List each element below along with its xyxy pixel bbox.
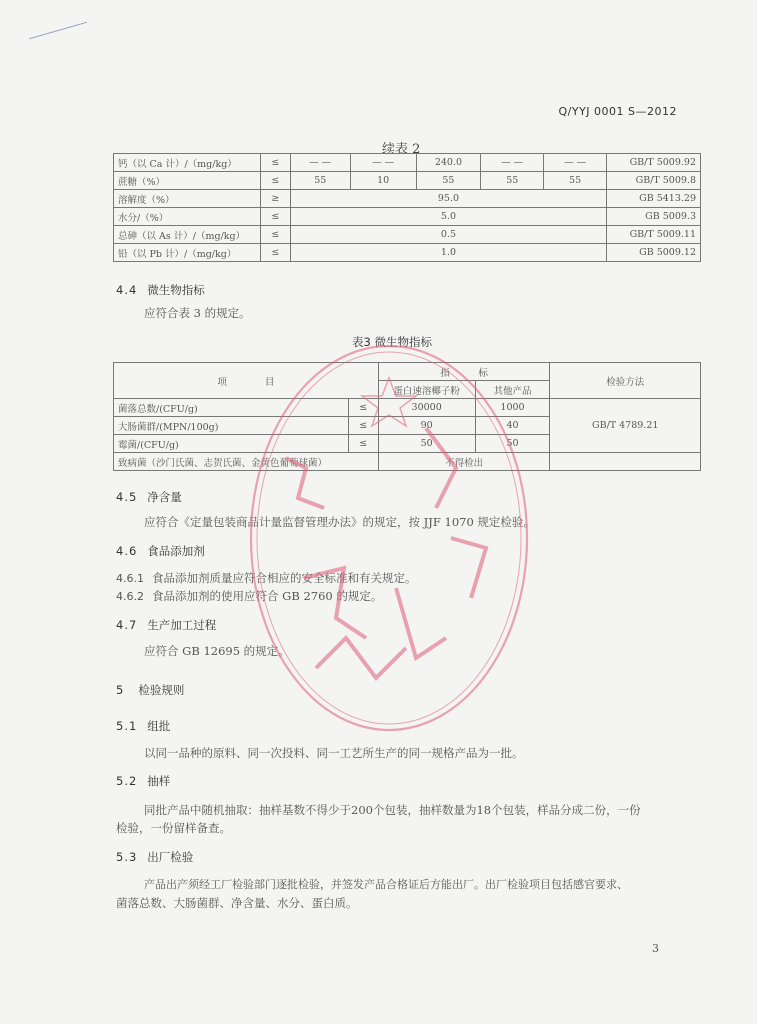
table-row [114,244,701,262]
section-number: 4.6.1 [116,572,144,585]
section-4-6-2-text: 食品添加剂的使用应符合 GB 2760 的规定。 [152,589,383,603]
section-title: 组批 [147,719,171,733]
table-cell: — — [290,154,350,172]
table-cell: 10 [350,172,416,190]
table-cell: 30000 [378,399,475,417]
section-number: 4.7 [116,618,138,632]
section-4-7-heading [116,617,216,633]
table-row [114,190,701,208]
table-cell: ≤ [260,172,290,190]
table-cell: 蔗糖（%） [114,172,261,190]
section-5-2-body-line2: 检验，一份留样备查。 [116,821,231,835]
page-number: 3 [652,942,659,955]
section-4-5-body: 应符合《定量包装商品计量监督管理办法》的规定，按 JJF 1070 规定检验。 [144,515,535,529]
table-cell: GB/T 5009.11 [607,226,701,244]
section-4-6-heading [116,543,205,559]
table-row [114,226,701,244]
section-number: 4.6 [116,544,138,558]
table-cell: 55 [544,172,607,190]
table-cell: ≤ [260,154,290,172]
section-5-3-body-line1: 产品出产须经工厂检验部门逐批检验，并签发产品合格证后方能出厂。出厂检验项目包括感官要求、 [144,878,628,891]
table-cell: 240.0 [416,154,481,172]
table-cell: 水分/（%） [114,208,261,226]
section-title: 抽样 [147,774,171,788]
table-cell: 50 [378,435,475,453]
table-cell: ≤ [348,417,378,435]
table-cell: 55 [481,172,544,190]
table2 [113,153,701,262]
table-cell: GB 5009.3 [607,208,701,226]
table-cell: 50 [475,435,550,453]
table-row [114,453,701,471]
section-title: 食品添加剂 [147,544,205,558]
table-cell: — — [544,154,607,172]
section-5-3-body-line2: 菌落总数、大肠菌群、净含量、水分、蛋白质。 [116,896,358,910]
table-cell [550,453,701,471]
table-cell: 总砷（以 As 计）/（mg/kg） [114,226,261,244]
section-4-4-heading [116,282,205,298]
table-cell: GB 5413.29 [607,190,701,208]
table3-head-index: 指 标 [378,363,550,381]
table3-title: 表3 微生物指标 [352,335,432,349]
section-title: 出厂检验 [147,850,194,864]
table-cell: 1000 [475,399,550,417]
table-cell: ≤ [260,208,290,226]
section-number: 4.4 [116,283,138,297]
table-cell: 溶解度（%） [114,190,261,208]
table-row [114,399,701,417]
table-cell: 5.0 [290,208,606,226]
section-number: 5.1 [116,719,138,733]
section-4-7-body: 应符合 GB 12695 的规定。 [144,644,290,658]
table-cell: GB/T 5009.92 [607,154,701,172]
table3-method: GB/T 4789.21 [550,399,701,453]
section-5-2-body-line1: 同批产品中随机抽取：抽样基数不得少于200个包装，抽样数量为18个包装，样品分成二份，一份 [144,803,641,817]
table3-head-method: 检验方法 [550,363,701,399]
section-5-1-heading [116,718,170,734]
table-cell: 95.0 [290,190,606,208]
scan-mark [29,22,87,39]
table-cell: GB 5009.12 [607,244,701,262]
table-cell: 不得检出 [378,453,550,471]
section-number: 5 [116,683,125,697]
table-cell: — — [350,154,416,172]
table-cell: — — [481,154,544,172]
table-row [114,154,701,172]
table-cell: 铅（以 Pb 计）/（mg/kg） [114,244,261,262]
table-cell: ≤ [348,435,378,453]
standard-code: Q/YYJ 0001 S—2012 [558,105,677,118]
section-title: 生产加工过程 [147,618,217,632]
section-title: 微生物指标 [147,283,205,297]
section-number: 4.5 [116,490,138,504]
section-4-5-heading [116,489,182,505]
table3-head-col2: 其他产品 [475,381,550,399]
table2-title: 续表 2 [382,142,421,157]
table3-head-col1: 蛋白速溶椰子粉 [378,381,475,399]
table-cell: ≤ [260,226,290,244]
table3 [113,362,701,471]
table-cell: 55 [416,172,481,190]
table3-head-item: 项 目 [114,363,379,399]
table-cell: 霉菌/(CFU/g) [114,435,349,453]
section-5-3-heading [116,849,193,865]
table-cell: 90 [378,417,475,435]
table-cell: 55 [290,172,350,190]
section-number: 5.2 [116,774,138,788]
section-title: 净含量 [147,490,182,504]
table-cell: 钙（以 Ca 计）/（mg/kg） [114,154,261,172]
table-cell: 致病菌（沙门氏菌、志贺氏菌、金黄色葡萄球菌） [114,453,379,471]
section-4-4-body: 应符合表 3 的规定。 [144,306,251,320]
section-5-1-body: 以同一品种的原料、同一次投料、同一工艺所生产的同一规格产品为一批。 [144,746,524,760]
table-cell: 菌落总数/(CFU/g) [114,399,349,417]
table-cell: ≥ [260,190,290,208]
table-cell: ≤ [348,399,378,417]
table-row [114,172,701,190]
table-row [114,208,701,226]
section-title: 检验规则 [138,683,185,697]
table-cell: 大肠菌群/(MPN/100g) [114,417,349,435]
section-5-2-heading [116,773,170,789]
table-cell: ≤ [260,244,290,262]
section-5-heading [116,682,184,698]
section-4-6-1-text: 食品添加剂质量应符合相应的安全标准和有关规定。 [152,571,417,585]
table-cell: 1.0 [290,244,606,262]
section-number: 4.6.2 [116,590,144,603]
section-number: 5.3 [116,850,138,864]
table-cell: 0.5 [290,226,606,244]
section-4-6-2 [116,585,382,608]
table-cell: 40 [475,417,550,435]
table-cell: GB/T 5009.8 [607,172,701,190]
